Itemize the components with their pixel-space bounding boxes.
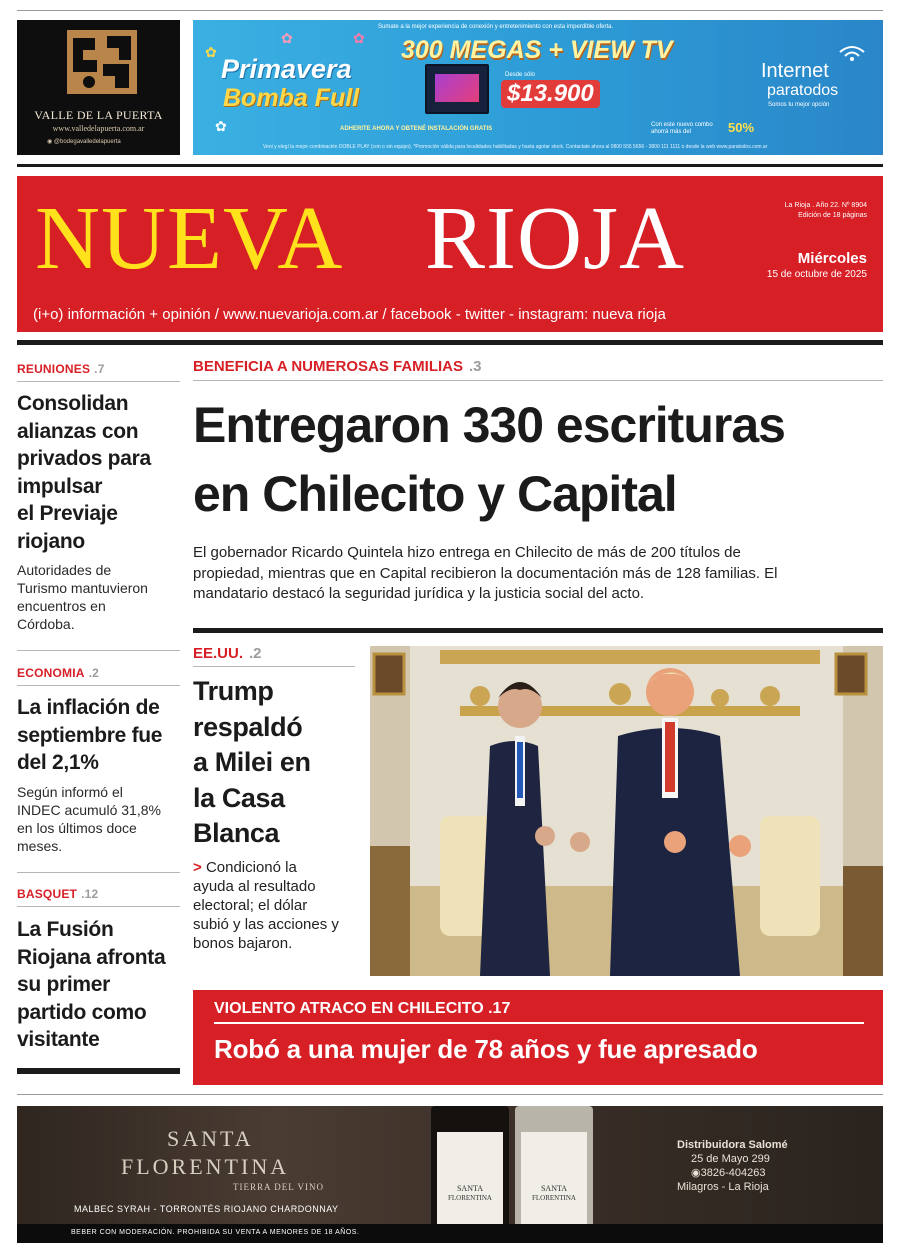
ad-valle-de-la-puerta[interactable] xyxy=(17,20,180,155)
bottle-label: SANTA FLORENTINA xyxy=(521,1132,587,1232)
ad-internet-paratodos[interactable] xyxy=(193,20,883,155)
kicker-rule xyxy=(17,381,180,382)
wine-brand-1: SANTA xyxy=(167,1126,254,1151)
masthead-tagline[interactable]: (i+o) información + opinión / www.nuevarioja.com.ar / facebook - twitter - instagram: nueva rioja xyxy=(33,306,666,323)
distributor-phone: 3826-404263 xyxy=(700,1167,766,1179)
issue-date: 15 de octubre de 2025 xyxy=(766,269,867,280)
kicker-rule xyxy=(193,380,883,381)
photo-trump-milei-oval-office[interactable] xyxy=(370,646,883,976)
distributor-info xyxy=(677,1138,788,1194)
top-rule xyxy=(17,10,883,11)
ad-brand-2: paratodos xyxy=(767,82,839,99)
masthead-word-nueva: NUEVA xyxy=(35,189,344,288)
flower-icon: ✿ xyxy=(205,44,217,60)
stylized-figure-icon xyxy=(67,30,137,94)
story-headline: Trump respaldó a Milei en la Casa Blanca xyxy=(193,676,311,848)
valle-name: VALLE DE LA PUERTA xyxy=(34,108,163,122)
wine-tagline: TIERRA DEL VINO xyxy=(233,1182,324,1192)
distributor-city: Milagros - La Rioja xyxy=(677,1181,769,1193)
whatsapp-icon: ◉ xyxy=(691,1167,701,1179)
wine-varieties: MALBEC SYRAH - TORRONTÉS RIOJANO CHARDONNAY xyxy=(74,1204,339,1214)
kicker-rule xyxy=(17,906,180,907)
ad-promo-text: Con este nuevo combo ahorrá más del xyxy=(651,122,713,135)
masthead-bottom-rule xyxy=(17,340,883,345)
box-kicker: VIOLENTO ATRACO EN CHILECITO .17 xyxy=(214,1000,511,1017)
valle-social xyxy=(47,138,121,145)
masthead-top-rule xyxy=(17,164,883,167)
ad-offer: 300 MEGAS + VIEW TV xyxy=(401,36,673,64)
ad-top-line: Sumate a la mejor experiencia de conexión y entretenimiento con esta imperdible oferta. xyxy=(378,24,614,30)
flower-icon: ✿ xyxy=(353,30,365,46)
box-headline: Robó a una mujer de 78 años y fue apresado xyxy=(214,1034,758,1064)
box-rule xyxy=(214,1022,864,1024)
left-story-2[interactable] xyxy=(17,666,180,855)
story-kicker: EE.UU. .2 xyxy=(193,645,262,662)
flower-icon: ✿ xyxy=(281,30,293,46)
story-kicker: REUNIONES .7 xyxy=(17,362,105,376)
masthead-word-rioja: RIOJA xyxy=(425,189,686,288)
violent-robbery-box[interactable] xyxy=(193,990,883,1085)
left-story-3[interactable] xyxy=(17,887,180,1054)
distributor-name: Distribuidora Salomé xyxy=(677,1139,788,1151)
ad-brand-1: Internet xyxy=(761,60,829,82)
trump-milei-story[interactable] xyxy=(193,645,355,953)
ad-title-1: Primavera xyxy=(221,54,352,84)
ad-slogan: Somos tu mejor opción xyxy=(768,102,830,108)
story-headline: La inflación de septiembre fue del 2,1% xyxy=(17,696,163,774)
story-summary: Según informó el INDEC acumuló 31,8% en los últimos doce meses. xyxy=(17,783,161,854)
kicker-rule xyxy=(193,666,355,667)
ad-cta: ADHERITE AHORA Y OBTENÉ INSTALACIÓN GRATIS xyxy=(340,126,493,132)
lead-body: El gobernador Ricardo Quintela hizo entrega en Chilecito de más de 200 títulos de propiedad, mientras que en Capital recibieron la documentación más de 128 familias. El mandatario destacó la seguridad jurídica y la justicia social del acto. xyxy=(193,544,778,602)
bottle-label: SANTA FLORENTINA xyxy=(437,1132,503,1232)
story-headline: La Fusión Riojana afronta su primer partido como visitante xyxy=(17,918,166,1051)
masthead xyxy=(17,176,883,332)
edition-info: La Rioja . Año 22. Nº 8904 xyxy=(784,202,867,209)
lead-headline: Entregaron 330 escrituras en Chilecito y Capital xyxy=(193,397,785,522)
ad-top-rule xyxy=(17,1094,883,1095)
arrow-icon: > xyxy=(193,858,202,876)
lead-story[interactable] xyxy=(193,358,883,605)
kicker-rule xyxy=(17,685,180,686)
edition-pages: Edición de 18 páginas xyxy=(798,212,867,219)
left-column-end-rule xyxy=(17,1068,180,1074)
instagram-icon: ◉ xyxy=(47,139,53,145)
ad-price: $13.900 xyxy=(501,80,600,108)
photo-illustration xyxy=(370,646,883,976)
wine-legal: BEBER CON MODERACIÓN. PROHIBIDA SU VENTA A MENORES DE 18 AÑOS. xyxy=(71,1229,360,1236)
story-summary: Autoridades de Turismo mantuvieron encuentros en Córdoba. xyxy=(17,562,148,632)
left-story-1[interactable] xyxy=(17,362,180,633)
wine-legal-bar xyxy=(17,1224,883,1243)
story-kicker: BASQUET .12 xyxy=(17,887,99,901)
valle-social-handle: @bodegavalledelapuerta xyxy=(53,139,121,145)
ad-title-2: Bomba Full xyxy=(223,84,360,112)
wine-bottle-1 xyxy=(431,1106,509,1243)
lead-bottom-rule xyxy=(193,628,883,633)
distributor-address: 25 de Mayo 299 xyxy=(691,1153,770,1165)
ad-legal: Veni y elegí la mejor combinación DOBLE PLAY (con o sin equipo). *Promoción válida para localidades habilitadas y hasta agotar stock. Contactate ahora al 0800 555 5656 - 3800 111 1111 o desde la web www.paratodos.com.ar xyxy=(263,144,768,150)
lead-kicker: BENEFICIA A NUMEROSAS FAMILIAS .3 xyxy=(193,358,482,375)
flower-icon: ✿ xyxy=(215,118,227,134)
tv-icon xyxy=(425,64,489,114)
ad-promo-pct: 50% xyxy=(728,120,755,135)
story-summary: > Condicionó la ayuda al resultado electoral; el dólar subió y las acciones y bonos bajaron. xyxy=(193,858,339,952)
ad-price-label: Desde sólo xyxy=(505,72,536,78)
wine-bottle-2 xyxy=(515,1106,593,1243)
column-divider xyxy=(17,872,180,873)
story-headline: Consolidan alianzas con privados para impulsar el Previaje riojano xyxy=(17,392,151,553)
ad-santa-florentina[interactable] xyxy=(17,1106,883,1243)
issue-day: Miércoles xyxy=(797,250,867,267)
wine-brand-2: FLORENTINA xyxy=(121,1154,290,1179)
story-kicker: ECONOMIA .2 xyxy=(17,666,100,680)
column-divider xyxy=(17,650,180,651)
valle-url: www.valledelapuerta.com.ar xyxy=(52,124,145,133)
wifi-icon xyxy=(837,42,867,62)
